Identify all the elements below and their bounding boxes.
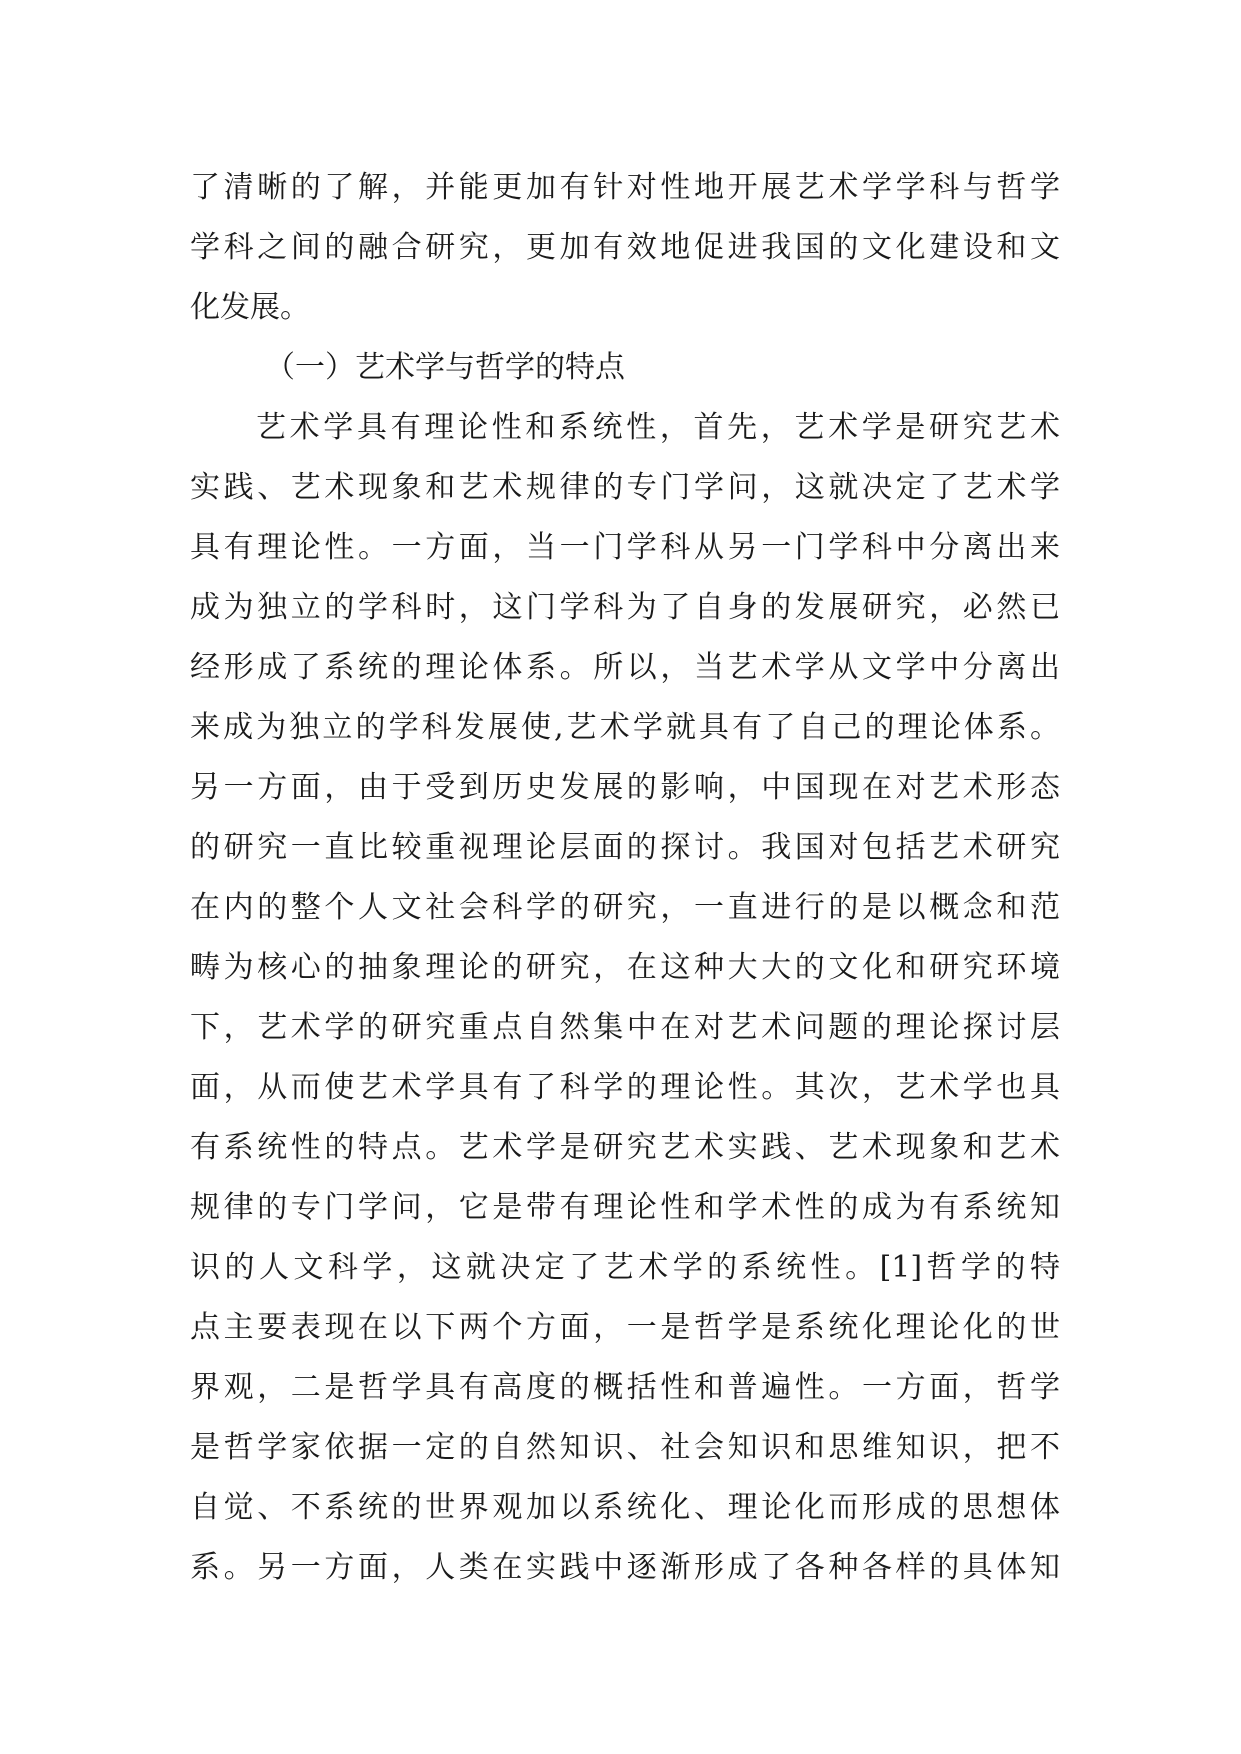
- document-page: [190, 158, 1060, 1598]
- text-line: 自觉、不系统的世界观加以系统化、理论化而形成的思想体: [190, 1490, 1060, 1525]
- text-line: 下，艺术学的研究重点自然集中在对艺术问题的理论探讨层: [190, 1010, 1060, 1045]
- text-line: 实践、艺术现象和艺术规律的专门学问，这就决定了艺术学: [190, 470, 1060, 505]
- text-line: 面，从而使艺术学具有了科学的理论性。其次，艺术学也具: [190, 1070, 1060, 1105]
- text-line: 有系统性的特点。艺术学是研究艺术实践、艺术现象和艺术: [190, 1130, 1060, 1165]
- text-line: 畴为核心的抽象理论的研究，在这种大大的文化和研究环境: [190, 950, 1060, 985]
- text-line: 经形成了系统的理论体系。所以，当艺术学从文学中分离出: [190, 650, 1060, 685]
- text-line: 是哲学家依据一定的自然知识、社会知识和思维知识，把不: [190, 1430, 1060, 1465]
- text-line: 识的人文科学，这就决定了艺术学的系统性。[1]哲学的特: [190, 1250, 1060, 1285]
- text-line: 系。另一方面，人类在实践中逐渐形成了各种各样的具体知: [190, 1550, 1060, 1585]
- text-line: 的研究一直比较重视理论层面的探讨。我国对包括艺术研究: [190, 830, 1060, 865]
- text-line: 了清晰的了解，并能更加有针对性地开展艺术学学科与哲学: [190, 170, 1060, 205]
- text-line: 学科之间的融合研究，更加有效地促进我国的文化建设和文: [190, 230, 1060, 265]
- text-line: 成为独立的学科时，这门学科为了自身的发展研究，必然已: [190, 590, 1060, 625]
- text-line: 界观，二是哲学具有高度的概括性和普遍性。一方面，哲学: [190, 1370, 1060, 1405]
- text-line: 来成为独立的学科发展使,艺术学就具有了自己的理论体系。: [190, 710, 1060, 745]
- text-line: 艺术学具有理论性和系统性，首先，艺术学是研究艺术: [256, 410, 1060, 445]
- text-line: 化发展。: [190, 290, 310, 325]
- text-line: 具有理论性。一方面，当一门学科从另一门学科中分离出来: [190, 530, 1060, 565]
- text-line: 另一方面，由于受到历史发展的影响，中国现在对艺术形态: [190, 770, 1060, 805]
- section-heading: （一）艺术学与哲学的特点: [265, 350, 625, 385]
- text-line: 规律的专门学问，它是带有理论性和学术性的成为有系统知: [190, 1190, 1060, 1225]
- text-line: 在内的整个人文社会科学的研究，一直进行的是以概念和范: [190, 890, 1060, 925]
- text-line: 点主要表现在以下两个方面，一是哲学是系统化理论化的世: [190, 1310, 1060, 1345]
